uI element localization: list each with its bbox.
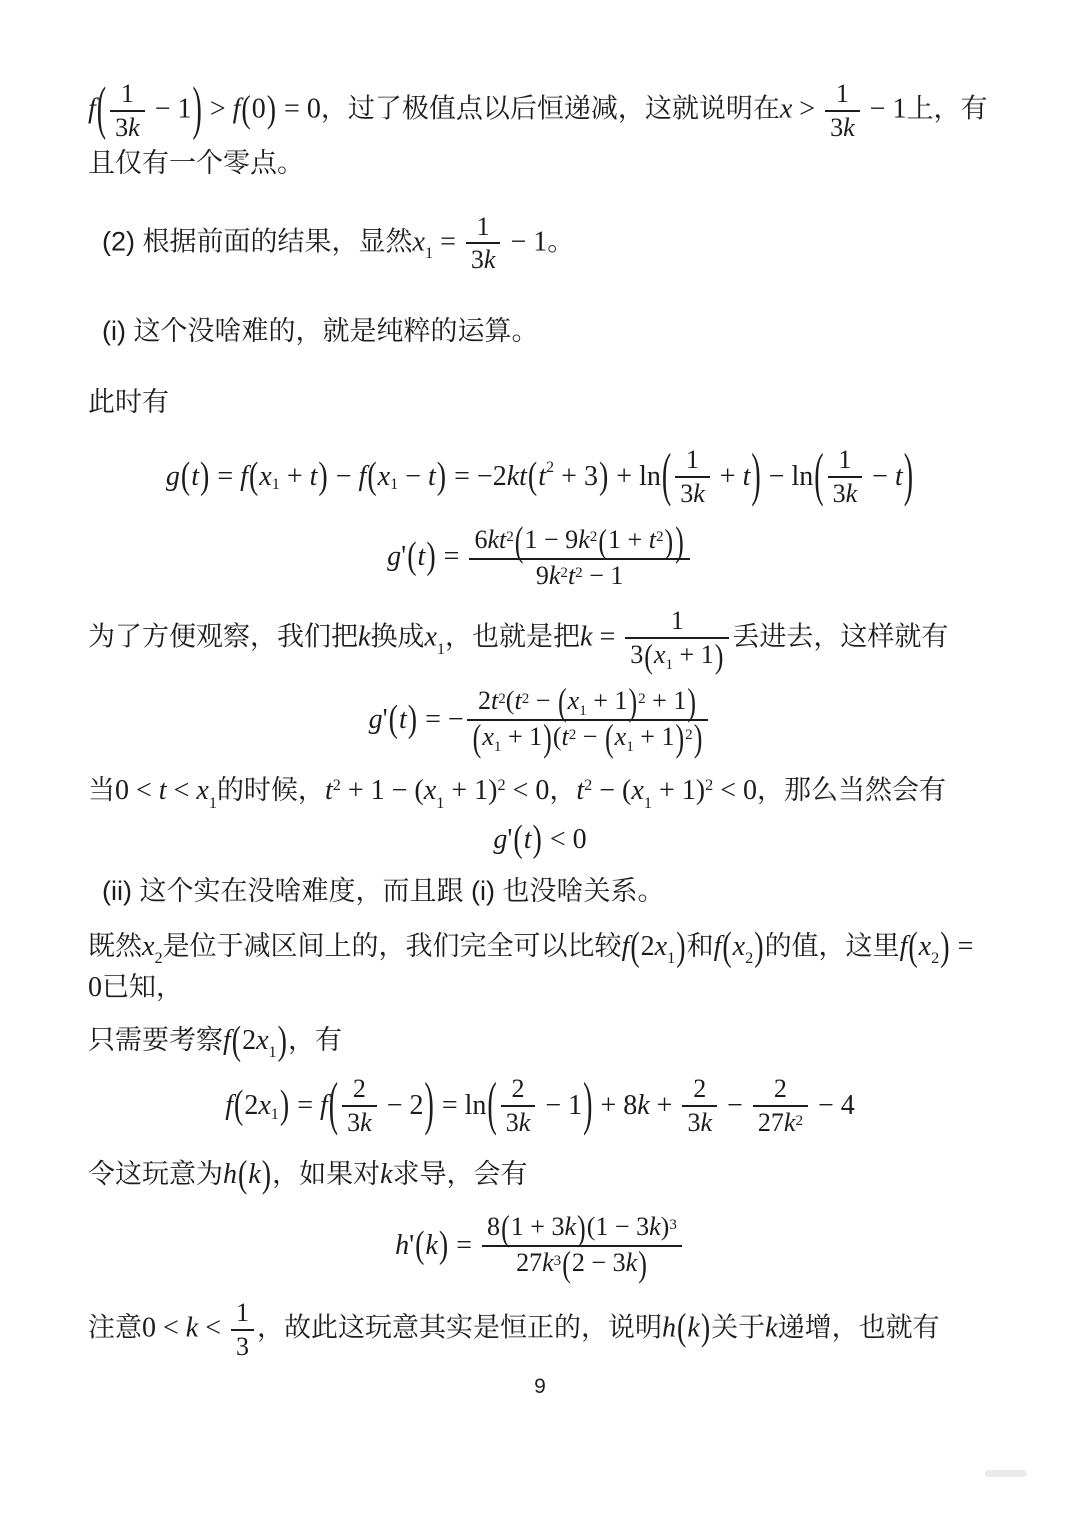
scan-artifact-smudge: [985, 1470, 1027, 1477]
paren: ): [424, 1072, 434, 1138]
paragraph-unique-zero: f( $\frac{1}{3k}$ − 1) > f(0) = 0，过了极值点以后恒递减，这就说明在x > $\frac{1}{3k}$ − 1上，有且仅有一个零点。: [88, 78, 992, 185]
paren: (: [328, 1072, 339, 1138]
paren: ): [436, 454, 447, 497]
paren: ): [638, 1243, 647, 1285]
formula-g-prime: g ' ( t ) = $\frac{6kt^2(1 - 9k^2(1 + t^2))}{9k^2t^2 - 1}$: [88, 524, 992, 592]
paren: ): [277, 1019, 287, 1064]
paren: ): [628, 681, 638, 724]
formula-h-prime: h ' ( k ) = $\frac{8(1 + 3k)(1 - 3k)^3}{27k^3(2 - 3k)}$: [88, 1211, 992, 1281]
paren: (: [248, 454, 259, 497]
paren: (: [677, 1307, 687, 1350]
paren: ): [664, 522, 674, 560]
fraction: $\frac{1}{3k}$: [466, 211, 501, 277]
paren: (: [605, 717, 614, 760]
fraction: $\frac{1}{3k}$: [828, 444, 863, 510]
formula-g-definition: g ( t ) = f ( x 1 + t ) − f ( x 1 − t ) = −2 kt ( t 2 + 3 ) + ln ( $\frac{1}{3k}$ + t ) − ln ( $\frac{1}{3k}$ − t ): [88, 444, 992, 510]
paren: ): [598, 454, 609, 497]
paragraph-k-range-conclusion: 注意0 < k < $\frac{1}{3}$ ，故此这玩意其实是恒正的，说明h(k)关于k递增，也就有: [88, 1297, 940, 1361]
paren: (: [96, 76, 107, 142]
paren: (: [527, 454, 538, 497]
paren: ): [714, 637, 724, 676]
fraction: $\frac{1}{3k}$: [825, 78, 860, 144]
paren: ): [675, 517, 684, 564]
paren: (: [238, 1154, 248, 1197]
fraction: $\frac{1}{3k}$: [110, 78, 145, 144]
paren: ): [693, 717, 703, 760]
paragraph-part-ii-intro: (ii) 这个实在没啥难度，而且跟 (i) 也没啥关系。: [102, 876, 665, 906]
paren: (: [908, 924, 918, 970]
paren: ): [426, 535, 436, 578]
paren: ): [577, 1207, 586, 1249]
paren: ): [903, 442, 914, 509]
paren: (: [557, 681, 567, 724]
paren: ): [676, 924, 686, 970]
page-number: 9: [534, 1374, 546, 1398]
paren: (: [234, 1082, 244, 1128]
paren: (: [814, 442, 824, 509]
paren: (: [231, 1019, 242, 1064]
paren: ): [407, 698, 418, 741]
paren: ): [754, 924, 764, 970]
paren: ): [543, 717, 552, 760]
paren: (: [644, 637, 653, 676]
paren: (: [598, 522, 607, 560]
paren: (: [513, 818, 523, 861]
paren: (: [472, 717, 482, 760]
formula-f2x1-expansion: f ( 2 x 1 ) = f ( $\frac{2}{3k}$ − 2 ) = ln ( $\frac{2}{3k}$ − 1 ) + 8 k + $\frac{2}{3k}$ − $\frac{2}{27k^2}$ − 4: [88, 1073, 992, 1139]
formula-g-prime-negative: g ' ( t ) < 0: [493, 818, 587, 861]
paren: ): [940, 924, 950, 970]
paren: ): [700, 1307, 711, 1350]
fraction: $\frac{2}{3k}$: [682, 1073, 717, 1139]
fraction: $\frac{8(1 + 3k)(1 - 3k)^3}{27k^3(2 - 3k)}$: [482, 1211, 682, 1281]
paragraph-compare-f2x1-fx2: 既然$x_2$是位于减区间上的，我们完全可以比较$f(2x_1)$和$f(x_2)$的值，这里$f(x_2) = 0$已知，: [88, 927, 992, 1009]
fraction: $\frac{1}{3(x_1 + 1)}$: [625, 605, 729, 673]
fraction: $\frac{6kt^2(1 - 9k^2(1 + t^2))}{9k^2t^2 - 1}$: [469, 524, 689, 592]
paren: ): [192, 76, 202, 142]
paren: ): [438, 1224, 449, 1266]
paragraph-define-hk: 令这玩意为h(k)，如果对k求导，会有: [88, 1155, 992, 1197]
fraction: $\frac{2}{3k}$: [501, 1073, 536, 1139]
paren: ): [318, 454, 328, 497]
paragraph-cishiyou: 此时有: [88, 387, 169, 417]
paren: ): [687, 681, 697, 724]
paren: ): [532, 818, 542, 861]
paragraph-substitute-k: 为了方便观察，我们把k换成$x_1$，也就是把k = $\frac{1}{3(x_1 + 1)}$ 丢进去，这样就有: [88, 606, 949, 676]
paren: ): [583, 1072, 593, 1138]
fraction: $\frac{2}{3k}$: [342, 1073, 377, 1139]
paren: (: [661, 442, 672, 509]
paren: ): [279, 1082, 290, 1128]
paren: (: [630, 924, 640, 970]
paren: ): [751, 442, 761, 509]
paren: (: [241, 88, 251, 131]
paren: (: [514, 517, 524, 564]
paragraph-inequalities: 当$0 < t < x_1$的时候，$t^2 + 1 - (x_1 + 1)^2 < 0$，$t^2 - (x_1 + 1)^2 < 0$，那么当然会有: [88, 775, 946, 812]
fraction: $\frac{1}{3}$: [231, 1297, 254, 1363]
fraction: $\frac{2}{27k^2}$: [753, 1073, 808, 1139]
paren: (: [722, 924, 732, 970]
fraction: $\frac{1}{3k}$: [675, 444, 710, 510]
paren: ): [200, 454, 210, 497]
paren: (: [367, 454, 377, 497]
paragraph-part-i-intro: (i) 这个没啥难的，就是纯粹的运算。: [102, 316, 539, 347]
paren: (: [562, 1243, 571, 1285]
paren: ): [266, 88, 277, 131]
paren: (: [180, 454, 191, 497]
paragraph-part2-intro: (2) 根据前面的结果，显然$x_1$ = $\frac{1}{3k}$ − 1。: [102, 211, 575, 275]
paren: (: [388, 698, 398, 741]
paren: ): [675, 717, 685, 760]
fraction: $\frac{2t^2(t^2 - (x_1 + 1)^2 + 1)}{(x_1 + 1)(t^2 - (x_1 + 1)^2)}$: [467, 685, 709, 755]
paragraph-consider-f2x1: 只需要考察$f(2x_1)$，有: [88, 1021, 992, 1063]
paren: ): [261, 1154, 272, 1197]
paren: (: [501, 1207, 510, 1249]
paren: (: [407, 535, 417, 578]
paren: (: [487, 1072, 497, 1138]
formula-g-prime-substituted: g ' ( t ) = − $\frac{2t^2(t^2 - (x_1 + 1)^2 + 1)}{(x_1 + 1)(t^2 - (x_1 + 1)^2)}$: [88, 685, 992, 755]
paren: (: [415, 1224, 425, 1266]
